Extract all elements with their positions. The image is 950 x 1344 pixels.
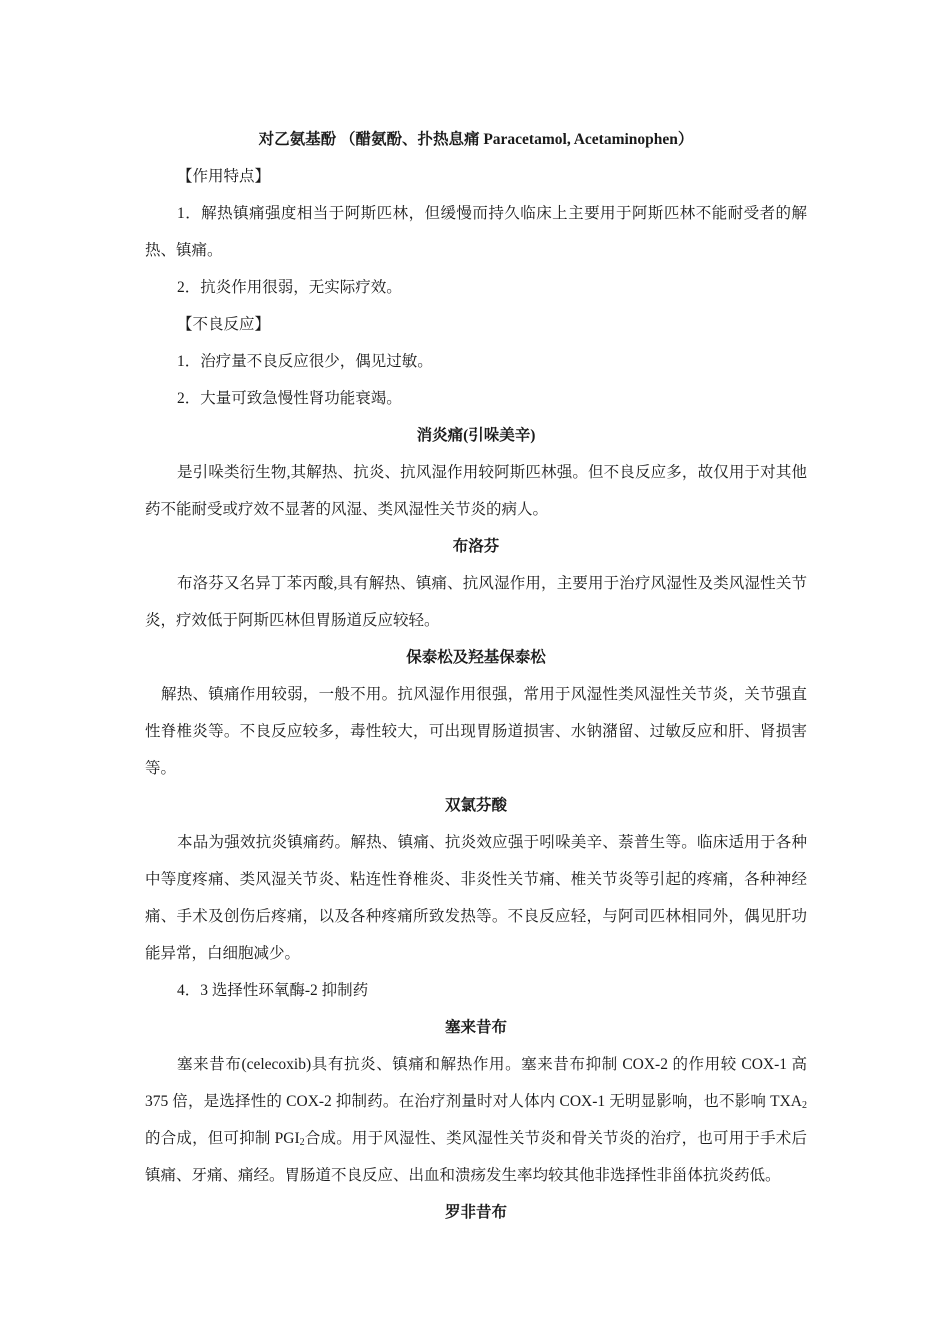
paragraph-diclofenac: 本品为强效抗炎镇痛药。解热、镇痛、抗炎效应强于吲哚美辛、萘普生等。临床适用于各种中等度疼痛、类风湿关节炎、粘连性脊椎炎、非炎性关节痛、椎关节炎等引起的疼痛，各种神经痛、手术及创伤后疼痛，以及各种疼痛所致发热等。不良反应轻，与阿司匹林相同外，偶见肝功能异常，白细胞减少。 xyxy=(145,834,807,962)
subscript-txa2: 2 xyxy=(802,1100,807,1111)
section-heading-cox2: 4．3 选择性环氧酶-2 抑制药 xyxy=(177,982,369,999)
drug-heading-celecoxib: 塞来昔布 xyxy=(444,1019,507,1036)
drug-heading-phenylbutazone: 保泰松及羟基保泰松 xyxy=(406,649,546,666)
drug-title-paracetamol: 对乙氨基酚 （醋氨酚、扑热息痛 Paracetamol, Acetaminophen） xyxy=(258,131,694,148)
feature-item-1: 1．解热镇痛强度相当于阿斯匹林，但缓慢而持久临床上主要用于阿斯匹林不能耐受者的解热、镇痛。 xyxy=(145,205,807,259)
section-label-adverse: 【不良反应】 xyxy=(177,316,271,333)
celecoxib-text-part-3: 合成。用于风湿性、类风湿性关节炎和骨关节炎的治疗，也可用于手术后镇痛、牙痛、痛经。胃肠道不良反应、出血和溃疡发生率均较其他非选择性非甾体抗炎药低。 xyxy=(145,1130,807,1184)
drug-heading-rofecoxib: 罗非昔布 xyxy=(444,1204,507,1221)
celecoxib-text-part-1: 塞来昔布(celecoxib)具有抗炎、镇痛和解热作用。塞来昔布抑制 COX-2 的作用较 COX-1 高 375 倍，是选择性的 COX-2 抑制药。在治疗剂量时对人体内 COX-1 无明显影响，也不影响 TXA xyxy=(145,1056,807,1110)
paragraph-phenylbutazone: 解热、镇痛作用较弱，一般不用。抗风湿作用很强，常用于风湿性类风湿性关节炎，关节强直性脊椎炎等。不良反应较多，毒性较大，可出现胃肠道损害、水钠潴留、过敏反应和肝、肾损害等。 xyxy=(145,686,807,777)
paragraph-indomethacin: 是引哚类衍生物,其解热、抗炎、抗风湿作用较阿斯匹林强。但不良反应多，故仅用于对其他药不能耐受或疗效不显著的风湿、类风湿性关节炎的病人。 xyxy=(145,464,807,518)
subscript-pgi2: 2 xyxy=(299,1137,305,1148)
section-label-features: 【作用特点】 xyxy=(177,168,271,185)
adverse-item-2: 2．大量可致急慢性肾功能衰竭。 xyxy=(177,390,402,407)
drug-heading-diclofenac: 双氯芬酸 xyxy=(444,797,507,814)
adverse-item-1: 1．治疗量不良反应很少，偶见过敏。 xyxy=(177,353,433,370)
feature-item-2: 2．抗炎作用很弱，无实际疗效。 xyxy=(177,279,402,296)
paragraph-ibuprofen: 布洛芬又名异丁苯丙酸,具有解热、镇痛、抗风湿作用，主要用于治疗风湿性及类风湿性关节炎，疗效低于阿斯匹林但胃肠道反应较轻。 xyxy=(145,575,807,629)
drug-heading-ibuprofen: 布洛芬 xyxy=(452,538,500,555)
drug-heading-indomethacin: 消炎痛(引哚美辛) xyxy=(416,427,536,444)
paragraph-celecoxib xyxy=(145,1046,807,1194)
celecoxib-text-part-2: 的合成，但可抑制 PGI xyxy=(145,1130,300,1147)
document-body xyxy=(145,121,807,1231)
